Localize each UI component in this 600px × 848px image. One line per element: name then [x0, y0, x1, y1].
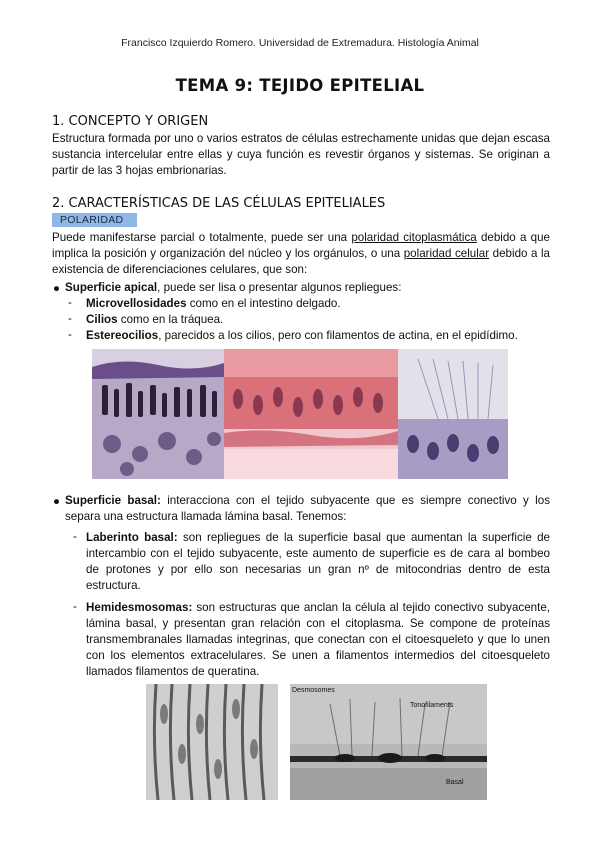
section-1-text: Estructura formada por uno o varios estratos de células estrechamente unidas que dejan escasa sustancia intercelular entre ellas y cuya función es revestir órganos y sistemas. Se originan a partir de las 3 hojas embrionarias.	[52, 132, 550, 177]
micrograph-label: Desmosomes	[292, 687, 335, 694]
dash-icon: -	[68, 296, 72, 309]
list-item: Microvellosidades como en el intestino delgado.	[86, 297, 341, 310]
apical-item: Superficie apical, puede ser lisa o presentar algunos repliegues:	[65, 281, 402, 294]
polaridad-celular-term: polaridad celular	[403, 247, 490, 260]
cilia-micrograph	[224, 349, 398, 479]
stereocilia-micrograph	[398, 349, 508, 479]
dash-icon: -	[68, 312, 72, 325]
polaridad-badge: POLARIDAD	[52, 213, 137, 227]
micrograph-label: Basal	[446, 779, 464, 786]
polaridad-citoplasmatica-term: polaridad citoplasmática	[351, 231, 477, 244]
bullet-icon: ●	[53, 282, 61, 295]
list-item: Hemidesmosomas: son estructuras que anclan la célula al tejido conectivo subyacente, lámina basal, y presentan gran relación con el citoplasma. Se compone de proteínas transmembranales llamadas integrinas, que conectan con el citoesqueleto y que lo unen con los elementos extracelulares. Se unen a filamentos intermedios del citoesqueleto llamados filamentos de queratina.	[86, 601, 550, 678]
dash-icon: -	[73, 530, 77, 543]
hemidesmosome-micrograph	[290, 684, 487, 800]
page-title: TEMA 9: TEJIDO EPITELIAL	[175, 76, 425, 95]
basal-labyrinth-micrograph	[146, 684, 278, 800]
list-item: Laberinto basal: son repliegues de la superficie basal que aumentan la superficie de intercambio con el tejido subyacente, este aumento de superficie es de cara al bombeo de protones y por ello son necesarias un gran nº de mitocondrias dentro de esta estructura.	[86, 531, 550, 592]
dash-icon: -	[68, 328, 72, 341]
section-2-heading: 2. CARACTERÍSTICAS DE LAS CÉLULAS EPITELIALES	[52, 196, 386, 211]
micrograph-label: Tonofilaments	[410, 702, 454, 709]
page-header: Francisco Izquierdo Romero. Universidad de Extremadura. Histología Animal	[121, 37, 479, 49]
list-item: Estereocilios, parecidos a los cilios, pero con filamentos de actina, en el epidídimo.	[86, 329, 518, 342]
polaridad-intro: Puede manifestarse parcial o totalmente, puede ser una polaridad citoplasmática debido a que implica la posición y organización del núcleo y los orgánulos, o una polaridad celular debido a la existencia de diferenciaciones celulares, que son:	[52, 231, 551, 276]
dash-icon: -	[73, 600, 77, 613]
list-item: Cilios como en la tráquea.	[86, 313, 224, 326]
bullet-icon: ●	[53, 495, 61, 508]
basal-item: Superficie basal: interacciona con el tejido subyacente que es siempre conectivo y los separa una estructura llamada lámina basal. Tenemos:	[65, 494, 550, 523]
microvilli-micrograph	[92, 349, 224, 479]
section-1-heading: 1. CONCEPTO Y ORIGEN	[52, 114, 209, 129]
